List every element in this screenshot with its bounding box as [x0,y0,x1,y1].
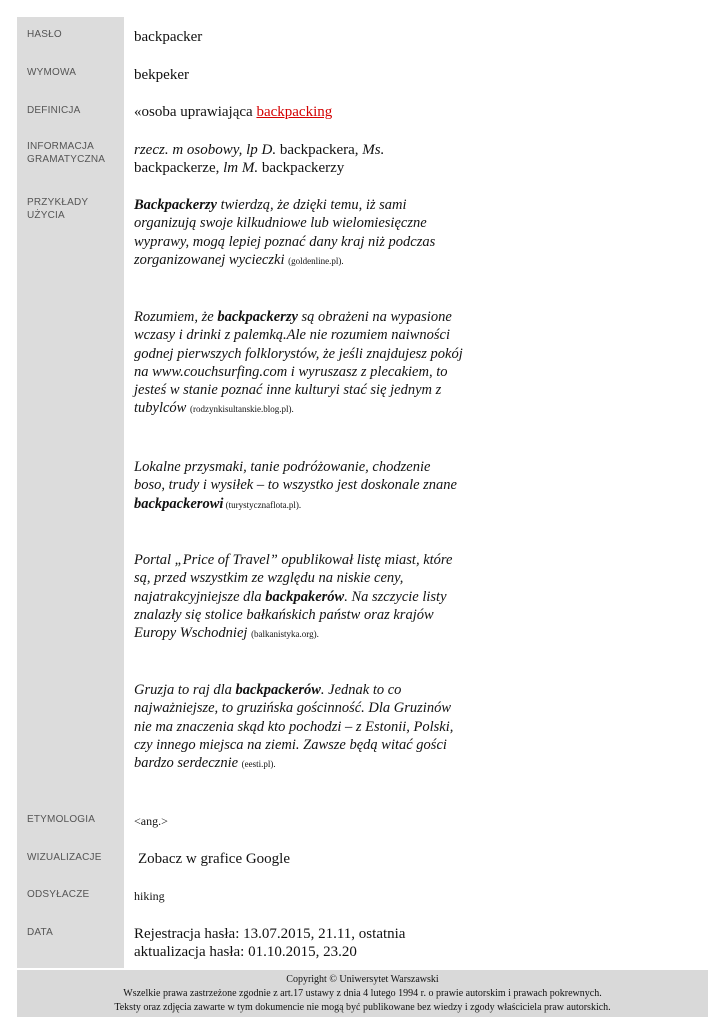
label-przyklady-line2: UŻYCIA [27,210,65,221]
value-haslo: backpacker [134,29,203,45]
example-1-keyword: Backpackerzy [134,197,217,213]
footer-copyright: Copyright © Uniwersytet Warszawski [286,974,439,985]
example-3-keyword: backpackerowi [134,495,224,512]
example-1 [134,196,464,270]
gram-part-2: backpackera, [276,142,363,158]
gram-part-5: lm M. [223,160,259,176]
label-informacja-gramatyczna [27,140,122,166]
example-4-text-before: Portal „Price of Travel” opublikował listę miast, które są, przed wszystkim ze względu na niskie ceny, najatrakcyjniejsze dla [134,552,453,605]
example-2-text-before: Rozumiem, że [134,309,218,325]
example-1-text: twierdzą, że dzięki temu, iż sami organizują swoje kilkudniowe lub wielomiesięczne wyprawy, mogą lepiej poznać dany kraj niż podczas zorganizowanej wycieczki [134,197,436,268]
example-2-keyword: backpackerzy [217,309,298,325]
example-5-keyword: backpackerów [235,682,321,698]
example-4-text: . Na szczycie listy znalazły się stolice bałkańskich państw oraz krajów Europy Wschodniej [134,588,447,642]
example-5-source: (eesti.pl). [241,759,276,770]
label-definicja: DEFINICJA [27,105,81,116]
value-wymowa: bekpeker [134,67,189,83]
example-2-source: (rodzynkisultanskie.blog.pl). [189,404,294,415]
definition-link-backpacking[interactable]: backpacking [256,104,333,120]
footer-notice: Teksty oraz zdjęcia zawarte w tym dokumencie nie mogą być publikowane bez wiedzy i zgody właściciela praw autorskich. [114,1002,611,1013]
value-data [134,925,464,961]
label-etymologia: ETYMOLOGIA [27,814,96,825]
example-5 [134,681,464,773]
label-wymowa: WYMOWA [27,67,77,78]
example-5-text: . Jednak to co najważniejsze, to gruzińska gościnność. Dla Gruzinów nie ma znaczenia skąd kto pochodzi – z Estonii, Polski, czy innego miejsca na ziemi. Zawsze będą witać gości bardzo serdecznie [134,682,454,772]
gram-part-6: backpackerzy [258,160,345,176]
value-etymologia: <ang.> [134,814,168,828]
example-1-source: (goldenline.pl). [288,255,344,266]
label-przyklady-uzycia [27,196,122,222]
label-informacja-line2: GRAMATYCZNA [27,154,106,165]
copyright-footer [17,970,708,1017]
gram-part-4: backpackerze, [134,160,224,176]
example-2-text: są obrażeni na wypasione wczasy i drinki z palemką.Ale nie rozumiem naiwności godnej pierwszych folklorystów, że jeśli znajdujesz pokój na www.couchsurfing.com i wyruszasz z plecakiem, to jesteś w stanie poznać inne kulturyi stać się jednym z tubylców [134,309,463,417]
example-4 [134,551,464,643]
label-odsylacze: ODSYŁACZE [27,889,90,900]
label-informacja-line1: INFORMACJA [27,141,94,152]
example-3 [134,458,464,514]
label-przyklady-line1: PRZYKŁADY [27,197,89,208]
example-5-text-before: Gruzja to raj dla [134,682,236,698]
example-4-keyword: backpakerów [265,588,345,605]
value-definicja [134,103,464,121]
label-haslo: HASŁO [27,29,62,40]
cross-reference-hiking[interactable]: hiking [134,889,165,903]
example-4-source: (balkanistyka.org). [251,629,319,640]
data-line-1: Rejestracja hasła: 13.07.2015, 21.11, ostatnia [134,926,406,942]
google-images-link[interactable]: Zobacz w grafice Google [138,851,291,867]
label-data: DATA [27,927,53,938]
example-2 [134,308,464,419]
gram-part-1: rzecz. m osobowy, lp D. [134,142,277,158]
example-3-source: (turystycznaflota.pl). [223,499,302,510]
value-informacja-gramatyczna [134,141,464,177]
gram-part-3: Ms. [362,142,385,158]
data-line-2: aktualizacja hasła: 01.10.2015, 23.20 [134,944,357,960]
example-3-text-before: Lokalne przysmaki, tanie podróżowanie, chodzenie boso, trudy i wysiłek – to wszystko jest doskonale znane [134,459,457,494]
footer-rights: Wszelkie prawa zastrzeżone zgodnie z art.17 ustawy z dnia 4 lutego 1994 r. o prawie autorskim i prawach pokrewnych. [123,988,602,999]
definition-text: «osoba uprawiająca [134,104,257,120]
label-wizualizacje: WIZUALIZACJE [27,852,102,863]
